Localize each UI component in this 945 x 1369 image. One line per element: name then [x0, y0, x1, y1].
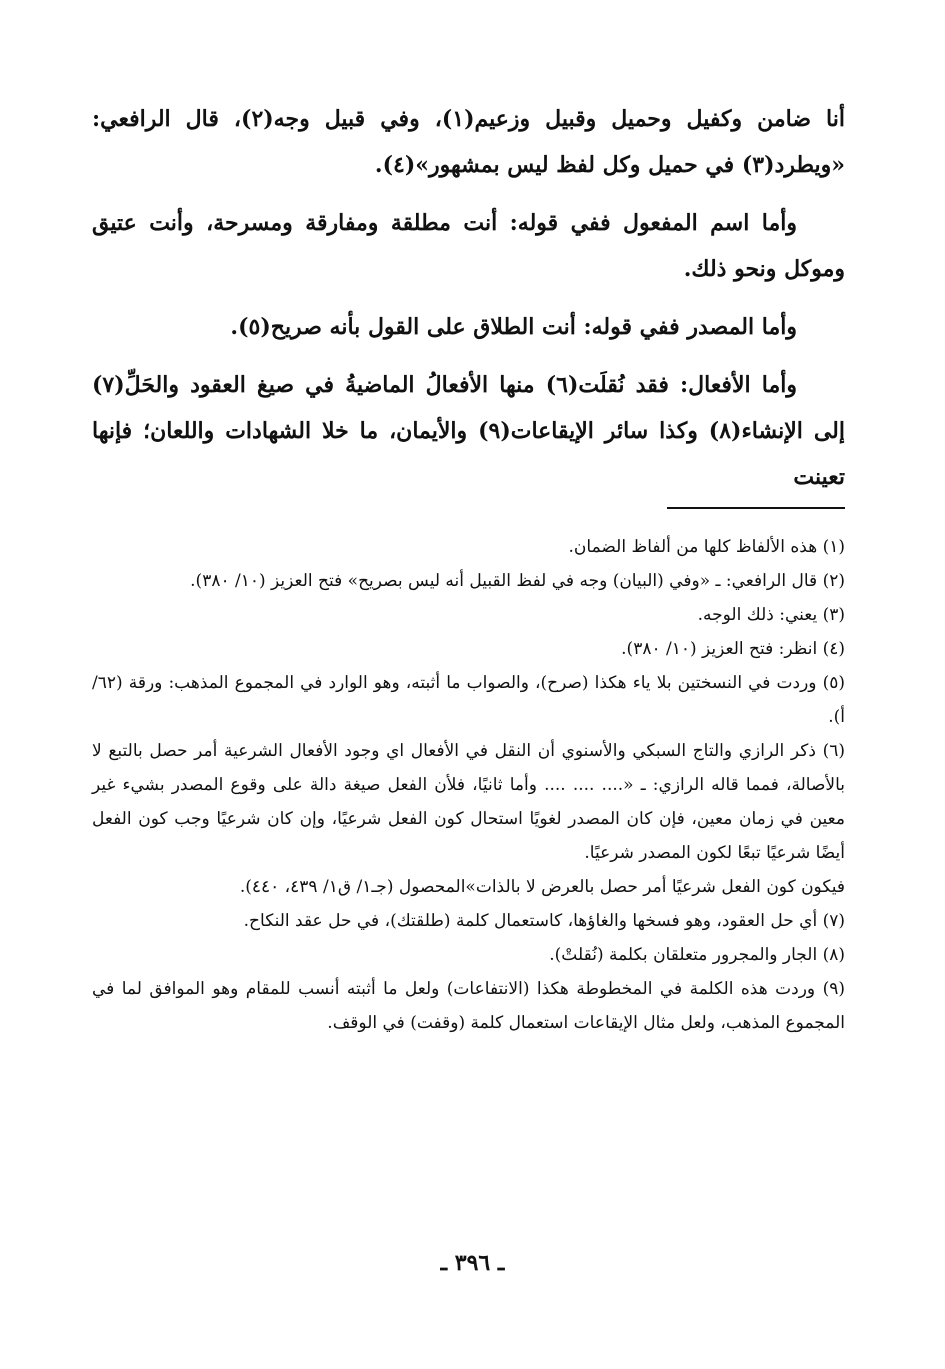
footnote-9: (٩) وردت هذه الكلمة في المخطوطة هكذا (الانتفاعات) ولعل ما أثبته أنسب للمقام وهو الموافق لما في المجموع المذهب، ولعل مثال الإيقاعات استعمال كلمة (وقفت) في الوقف.	[92, 979, 845, 1033]
footnote-2: (٢) قال الرافعي: ـ «وفي (البيان) وجه في لفظ القبيل أنه ليس بصريح» فتح العزيز (١٠/ ٣٨٠).	[190, 571, 845, 591]
footnote-6-continuation: فيكون كون الفعل شرعيًا أمر حصل بالعرض لا بالذات»المحصول (جـ١/ ق١/ ٤٣٩، ٤٤٠).	[239, 877, 845, 897]
footnote-5: (٥) وردت في النسختين بلا ياء هكذا (صرح)، والصواب ما أثبته، وهو الوارد في المجموع المذهب: ورقة (٦٢/ أ).	[92, 673, 845, 727]
footnotes	[92, 530, 845, 1040]
main-paragraph-2: وأما اسم المفعول ففي قوله: أنت مطلقة ومفارقة ومسرحة، وأنت عتيق وموكل ونحو ذلك.	[92, 210, 845, 282]
footnote-7: (٧) أي حل العقود، وهو فسخها والغاؤها، كاستعمال كلمة (طلقتك)، في حل عقد النكاح.	[243, 911, 845, 931]
footnote-6: (٦) ذكر الرازي والتاج السبكي والأسنوي أن النقل في الأفعال اي وجود الأفعال الشرعية أمر حصل بالتبع لا بالأصالة، فمما قاله الرازي: ـ «.... .... .... وأما ثانيًا، فلأن الفعل صيغة دالة على وقوع المصدر بشيء غير معين في زمان معين، فإن كان المصدر لغويًا استحال كون الفعل شرعيًا، وإن كان شرعيًا وجب كون الفعل أيضًا شرعيًا تبعًا لكون المصدر شرعيًا.	[92, 741, 845, 863]
main-paragraph-3: وأما المصدر ففي قوله: أنت الطلاق على القول بأنه صريح(٥).	[230, 314, 797, 340]
footnote-8: (٨) الجار والمجرور متعلقان بكلمة (نُقلتْ).	[549, 945, 845, 965]
footnote-3: (٣) يعني: ذلك الوجه.	[697, 605, 845, 625]
footnote-separator	[667, 507, 845, 509]
main-paragraph-1: أنا ضامن وكفيل وحميل وقبيل وزعيم(١)، وفي قبيل وجه(٢)، قال الرافعي: «ويطرد(٣) في حميل وكل لفظ ليس بمشهور»(٤).	[92, 106, 845, 178]
footnote-1: (١) هذه الألفاظ كلها من ألفاظ الضمان.	[568, 537, 845, 557]
main-paragraph-4: وأما الأفعال: فقد نُقلَت(٦) منها الأفعالُ الماضيةُ في صيغ العقود والحَلِّ(٧) إلى الإنشاء(٨) وكذا سائر الإيقاعات(٩) والأيمان، ما خلا الشهادات واللعان؛ فإنها تعينت	[92, 372, 845, 490]
main-text	[92, 96, 845, 512]
page-number: ـ ٣٩٦ ـ	[440, 1250, 505, 1276]
footnote-4: (٤) انظر: فتح العزيز (١٠/ ٣٨٠).	[621, 639, 845, 659]
